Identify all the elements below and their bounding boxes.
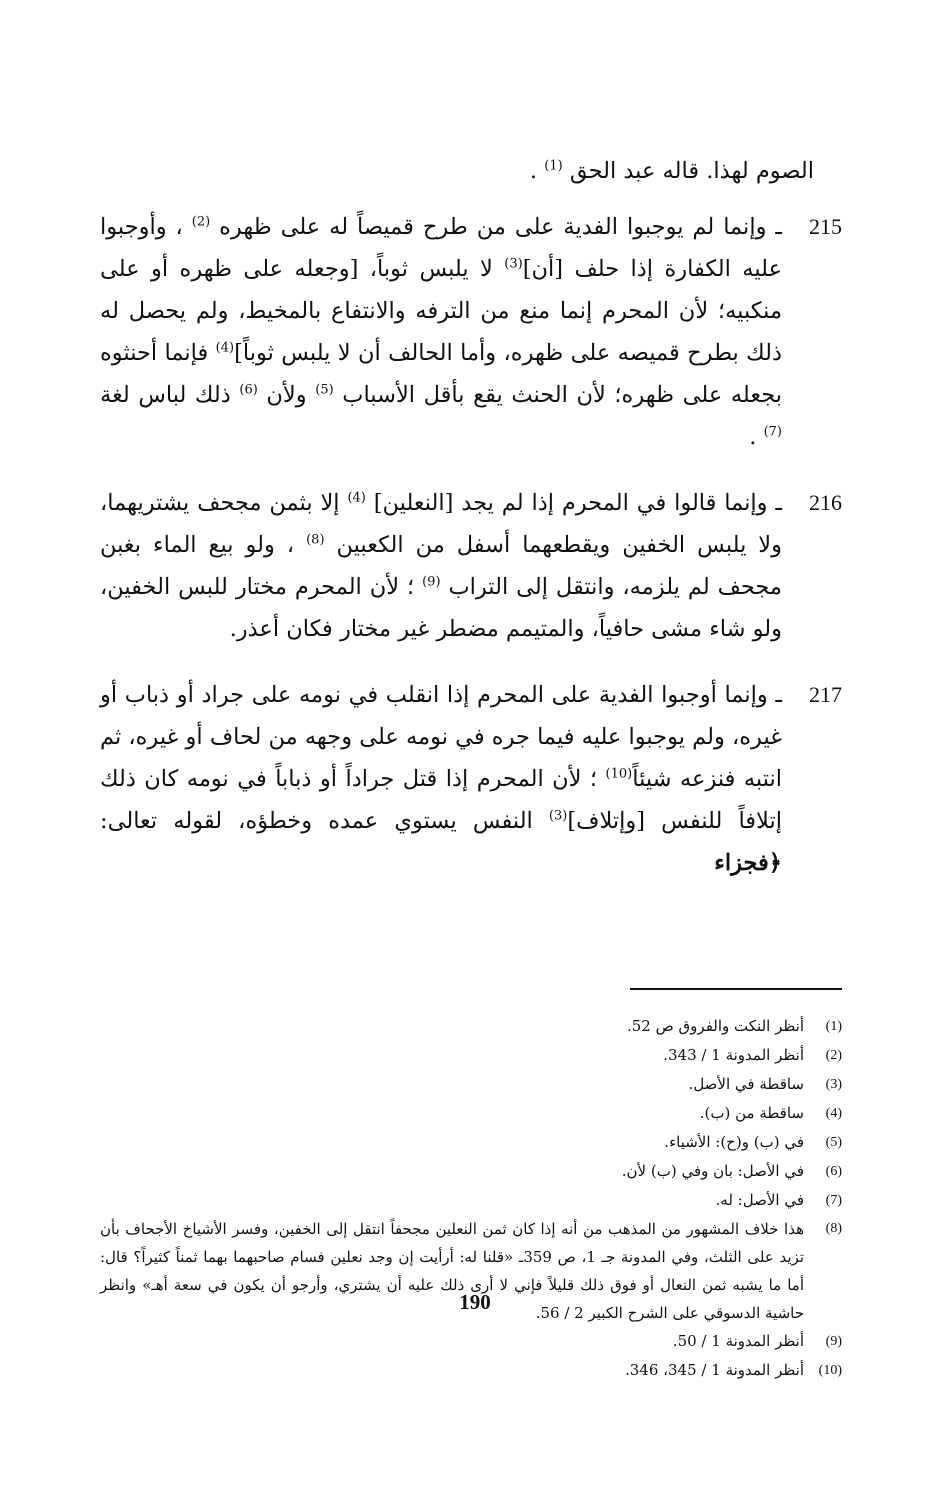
footnote-separator [630, 988, 842, 990]
footnote-ref: (5) [315, 382, 334, 398]
footnote-ref: (3) [548, 808, 568, 824]
footnote-ref: (8) [306, 532, 325, 548]
paragraph-text: ، وأوجبوا عليه الكفارة إذا حلف [أن] [100, 214, 782, 282]
paragraph-text: ، ولو بيع الماء بغبن مجحف لم يلزمه، وانتقل إلى التراب [100, 532, 782, 600]
footnotes-section [100, 1012, 842, 1385]
footnote-text: في الأصل: له. [715, 1191, 804, 1209]
paragraph-text: وإنما قالوا في المحرم إذا لم يجد [النعلين] [365, 490, 768, 516]
footnote-ref: (10) [605, 766, 633, 782]
paragraph-text: ؛ لأن المحرم مختار للبس الخفين، ولو شاء مشى حافياً، والمتيمم مضطر غير مختار فكان أعذر. [100, 574, 782, 642]
paragraph-217 [100, 674, 842, 884]
paragraph-dash: ـ [775, 490, 782, 516]
footnote-item [100, 1041, 842, 1070]
page-number: 190 [459, 1290, 491, 1314]
footnote-ref: (4) [215, 340, 235, 356]
paragraph-216 [100, 482, 842, 650]
footnote-text: في الأصل: بان وفي (ب) لأن. [621, 1162, 804, 1180]
footnote-ref: (2) [191, 214, 211, 230]
footnote-ref: (1) [544, 158, 563, 174]
footnote-number: (6) [825, 1164, 842, 1179]
paragraph-text: ذلك لباس لغة [100, 382, 240, 408]
paragraph-text: وإنما أوجبوا الفدية على المحرم إذا انقلب في نومه على جراد أو ذباب أو غيره، ولم يوجبوا عليه فيما جره في نومه على وجهه من لحاف أو غيره، ثم انتبه فنزعه شيئاً [99, 682, 783, 792]
continuation-end: . [529, 158, 538, 184]
footnote-number: (1) [825, 1019, 842, 1034]
continuation-paragraph [100, 150, 842, 192]
footnote-item [100, 1128, 842, 1157]
footnote-item [100, 1356, 842, 1385]
footnote-ref: (6) [239, 382, 258, 398]
paragraph-text: فإنما أحنثوه بجعله على ظهره؛ لأن الحنث يقع بأقل الأسباب [100, 340, 783, 408]
footnote-text: هذا خلاف المشهور من المذهب من أنه إذا كان ثمن النعلين مجحفاً انتقل إلى الخفين، وفسر الأشياخ الأجحاف بأن تزيد على الثلث، وفي المدونة جـ 1، ص 359ـ «قلنا له: أرأيت إن وجد نعلين فسام صاحبهما بهما ثمناً كثيراً؟ قال: أما ما يشبه ثمن النعال أو فوق ذلك قليلاً فإني لا أرى ذلك عليه أن يشتري، وأرجو أن يكون في سعة أهـ» وانظر حاشية الدسوقي على الشرح الكبير 2 / 56. [100, 1220, 805, 1322]
paragraph-number: 217 [809, 682, 842, 707]
footnote-item [100, 1099, 842, 1128]
paragraph-text: لا يلبس ثوباً، [وجعله على ظهره أو على منكبيه؛ لأن المحرم إنما منع من الترفه والانتفاع بالمخيط، ولم يحصل له ذلك بطرح قميصه على ظهره، وأما الحالف أن لا يلبس ثوباً] [100, 256, 782, 366]
footnote-item [100, 1186, 842, 1215]
paragraph-dash: ـ [775, 682, 783, 708]
quran-quote-start: ﴿فجزاء [714, 850, 782, 876]
footnote-number: (2) [825, 1048, 842, 1063]
footnote-text: في (ب) و(ح): الأشياء. [664, 1133, 804, 1151]
footnote-ref: (4) [347, 490, 366, 506]
footnote-ref: (9) [422, 574, 441, 590]
footnote-text: ساقطة في الأصل. [688, 1075, 804, 1093]
footnote-text: أنظر المدونة 1 / 50. [672, 1332, 804, 1350]
footnote-ref: (3) [504, 256, 523, 272]
footnote-item [100, 1012, 842, 1041]
paragraph-number: 216 [809, 490, 842, 515]
numbered-paragraphs [100, 206, 842, 884]
continuation-text: الصوم لهذا. قاله عبد الحق [569, 158, 814, 184]
paragraph-text: إلا بثمن مجحف يشتريهما، ولا يلبس الخفين ويقطعهما أسفل من الكعبين [100, 490, 783, 558]
footnote-number: (3) [825, 1077, 842, 1092]
footnote-item [100, 1070, 842, 1099]
footnote-ref: (7) [763, 424, 782, 440]
footnote-number: (5) [825, 1135, 842, 1150]
footnote-item [100, 1157, 842, 1186]
paragraph-dash: ـ [775, 214, 783, 240]
footnote-text: أنظر المدونة 1 / 345، 346. [624, 1361, 804, 1379]
paragraph-text: النفس يستوي عمده وخطؤه، لقوله تعالى: [100, 808, 549, 834]
footnote-number: (9) [825, 1334, 842, 1349]
paragraph-number: 215 [809, 214, 842, 239]
paragraph-text: ولأن [257, 382, 316, 408]
footnote-number: (10) [818, 1363, 842, 1378]
paragraph-text: ؛ لأن المحرم إذا قتل جراداً أو ذباباً في نومه كان ذلك إتلافاً للنفس [وإتلاف] [100, 766, 782, 834]
footnote-text: أنظر المدونة 1 / 343. [663, 1046, 804, 1064]
footnote-text: أنظر النكت والفروق ص 52. [626, 1017, 804, 1035]
footnote-text: ساقطة من (ب). [699, 1104, 804, 1122]
footnote-number: (7) [825, 1193, 842, 1208]
footnote-item [100, 1327, 842, 1356]
footnote-number: (4) [825, 1106, 842, 1121]
paragraph-text: . [749, 424, 764, 450]
paragraph-215 [100, 206, 842, 458]
footnote-number: (8) [825, 1221, 842, 1236]
paragraph-text: وإنما لم يوجبوا الفدية على من طرح قميصاً له على ظهره [210, 214, 767, 240]
main-text [100, 150, 842, 884]
